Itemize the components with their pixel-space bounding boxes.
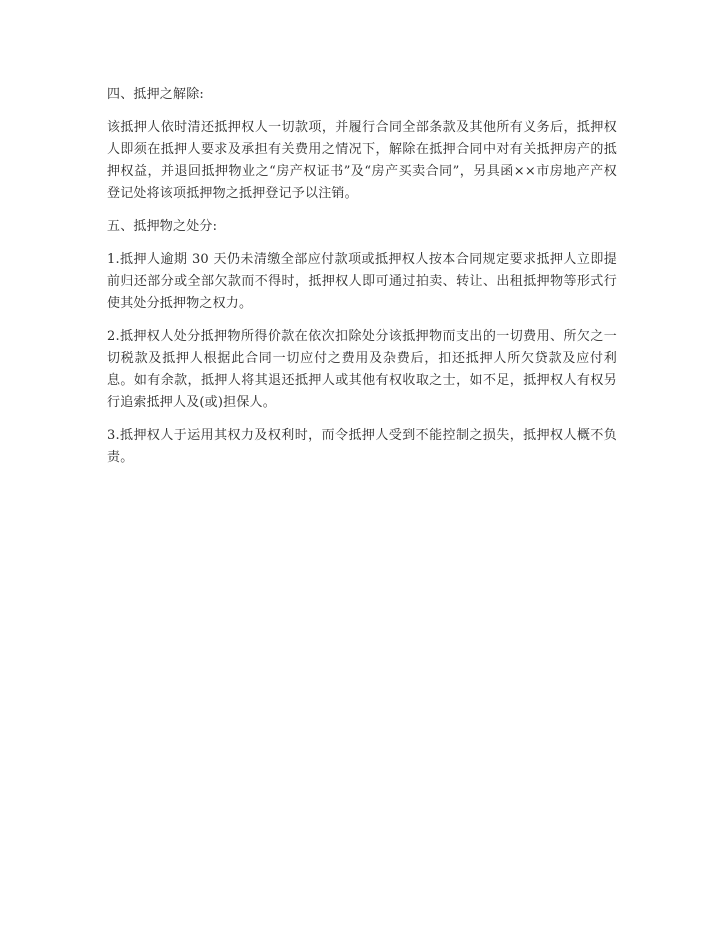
- section-5-item-2: 2.抵押权人处分抵押物所得价款在依次扣除处分该抵押物而支出的一切费用、所欠之一切税款及抵押人根据此合同一切应付之费用及杂费后，扣还抵押人所欠贷款及应付利息。如有余款，抵押人将其退还抵押人或其他有权收取之士，如不足，抵押权人有权另行追索抵押人及(或)担保人。: [107, 329, 617, 410]
- section-5-item-3: 3.抵押权人于运用其权力及权利时，而令抵押人受到不能控制之损失，抵押权人概不负责。: [107, 428, 617, 465]
- document-body: [107, 84, 617, 480]
- section-5-item-1: 1.抵押人逾期 30 天仍未清缴全部应付款项或抵押权人按本合同规定要求抵押人立即提前归还部分或全部欠款而不得时，抵押权人即可通过拍卖、转让、出租抵押物等形式行使其处分抵押物之权力。: [107, 252, 617, 311]
- section-5-heading: 五、抵押物之处分:: [107, 219, 218, 234]
- section-4-heading: 四、抵押之解除:: [107, 87, 204, 102]
- section-4-paragraph: 该抵押人依时清还抵押权人一切款项，并履行合同全部条款及其他所有义务后，抵押权人即须在抵押人要求及承担有关费用之情况下，解除在抵押合同中对有关抵押房产的抵押权益，并退回抵押物业之“房产权证书”及“房产买卖合同”，另具函××市房地产产权登记处将该项抵押物之抵押登记予以注销。: [107, 120, 617, 201]
